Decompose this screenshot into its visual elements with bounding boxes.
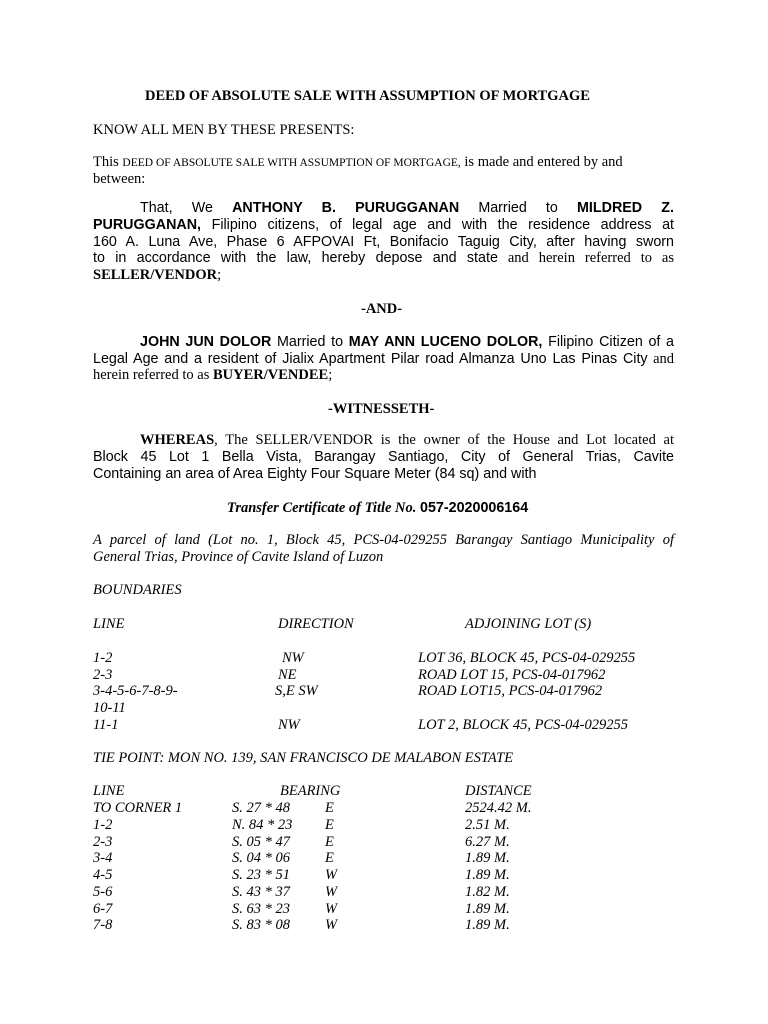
bearing-value: S. 05 * 47 bbox=[232, 833, 290, 850]
seller-line-4a: to in accordance with the law, hereby depose and state bbox=[93, 250, 498, 266]
parcel-line-2: General Trias, Province of Cavite Island of Luzon bbox=[93, 549, 384, 565]
bearings-header-distance: DISTANCE bbox=[465, 783, 532, 799]
boundary-line: 3-4-5-6-7-8-9- bbox=[93, 683, 178, 699]
witnesseth-heading: -WITNESSETH- bbox=[328, 401, 435, 417]
seller-line-3: 160 A. Luna Ave, Phase 6 AFPOVAI Ft, Bonifacio Taguig City, after having sworn bbox=[93, 234, 674, 250]
buyer-line-2 bbox=[93, 351, 674, 368]
boundary-direction: NW bbox=[282, 650, 304, 666]
bearings-header-bearing: BEARING bbox=[280, 783, 341, 799]
bearing-direction: W bbox=[325, 917, 338, 934]
intro-prefix: This bbox=[93, 154, 119, 170]
buyer-married-to: Married to bbox=[277, 334, 344, 350]
intro-suffix: is made and entered by and bbox=[464, 154, 623, 170]
bearing-value: N. 84 * 23 bbox=[232, 816, 293, 833]
seller-line-1 bbox=[140, 200, 674, 217]
bearing-line: TO CORNER 1 bbox=[93, 800, 183, 816]
tct-label: Transfer Certificate of Title No. bbox=[227, 500, 417, 516]
intro-line-2: between: bbox=[93, 171, 146, 187]
bearing-line: 2-3 bbox=[93, 833, 113, 850]
seller-name-2-first: MILDRED Z. bbox=[577, 200, 674, 216]
intro-deed-name: DEED OF ABSOLUTE SALE WITH ASSUMPTION OF MORTGAGE, bbox=[122, 157, 461, 169]
boundary-line: 1-2 bbox=[93, 650, 113, 666]
whereas-line-1 bbox=[140, 432, 674, 449]
bearing-value: S. 83 * 08 bbox=[232, 917, 290, 934]
boundary-adjoining-lot: LOT 36, BLOCK 45, PCS-04-029255 bbox=[418, 650, 636, 666]
know-all-men: KNOW ALL MEN BY THESE PRESENTS: bbox=[93, 122, 355, 138]
seller-semicolon: ; bbox=[217, 267, 222, 283]
boundary-adjoining-lot: ROAD LOT 15, PCS-04-017962 bbox=[418, 667, 606, 683]
boundary-line: 2-3 bbox=[93, 667, 113, 683]
boundaries-header-adjoining: ADJOINING LOT (S) bbox=[465, 616, 592, 632]
tct-number: 057-2020006164 bbox=[420, 500, 529, 516]
seller-line-5 bbox=[93, 267, 221, 284]
buyer-line-3a: herein referred to as bbox=[93, 367, 210, 383]
boundary-line: 10-11 bbox=[93, 700, 126, 716]
bearing-value: S. 23 * 51 bbox=[232, 867, 290, 883]
bearing-distance: 1.89 M. bbox=[465, 867, 510, 883]
boundary-direction: NW bbox=[278, 717, 300, 733]
whereas-word: WHEREAS bbox=[140, 432, 215, 448]
bearing-value: S. 43 * 37 bbox=[232, 883, 290, 900]
buyer-semicolon: ; bbox=[328, 367, 333, 383]
boundary-direction: NE bbox=[278, 667, 297, 683]
bearing-distance: 1.89 M. bbox=[465, 900, 510, 917]
bearing-line: 4-5 bbox=[93, 867, 113, 883]
bearing-distance: 2.51 M. bbox=[465, 816, 510, 833]
buyer-line-2a: Legal Age and a resident of Jialix Apartment Pilar road Almanza Uno Las Pinas City bbox=[93, 351, 648, 367]
intro-line-1 bbox=[93, 154, 623, 172]
bearing-line: 5-6 bbox=[93, 883, 113, 900]
buyer-line-1 bbox=[140, 334, 674, 351]
seller-name-2-last: PURUGGANAN, bbox=[93, 217, 202, 233]
bearing-direction: E bbox=[325, 816, 334, 833]
bearings-header-line: LINE bbox=[93, 783, 125, 799]
boundary-line: 11-1 bbox=[93, 717, 119, 733]
bearing-distance: 1.82 M. bbox=[465, 883, 510, 900]
bearing-direction: E bbox=[325, 850, 334, 867]
seller-line-4 bbox=[93, 250, 674, 267]
boundary-direction: S,E SW bbox=[275, 683, 318, 699]
bearing-direction: E bbox=[325, 833, 334, 850]
seller-line-2-rest: Filipino citizens, of legal age and with the residence address at bbox=[211, 217, 674, 233]
boundaries-header-direction: DIRECTION bbox=[278, 616, 354, 632]
seller-line-2 bbox=[93, 217, 674, 234]
and-separator: -AND- bbox=[361, 301, 403, 317]
document-title: DEED OF ABSOLUTE SALE WITH ASSUMPTION OF MORTGAGE bbox=[145, 88, 590, 104]
boundaries-header-line: LINE bbox=[93, 616, 125, 632]
seller-role: SELLER/VENDOR bbox=[93, 267, 218, 283]
seller-married-to: Married to bbox=[478, 200, 558, 216]
buyer-line-2b: and bbox=[653, 351, 675, 367]
bearing-distance: 2524.42 M. bbox=[465, 800, 532, 816]
bearing-distance: 6.27 M. bbox=[465, 833, 510, 850]
buyer-line-1-rest: Filipino Citizen of a bbox=[548, 334, 674, 350]
bearing-direction: W bbox=[325, 900, 338, 917]
bearing-direction: W bbox=[325, 867, 338, 883]
bearing-distance: 1.89 M. bbox=[465, 850, 510, 867]
buyer-name-1: JOHN JUN DOLOR bbox=[140, 334, 272, 350]
bearing-direction: W bbox=[325, 883, 338, 900]
seller-that-we: That, We bbox=[140, 200, 213, 216]
buyer-role: BUYER/VENDEE bbox=[212, 367, 329, 383]
bearing-line: 6-7 bbox=[93, 900, 113, 917]
bearing-distance: 1.89 M. bbox=[465, 917, 510, 934]
bearing-line: 1-2 bbox=[93, 816, 113, 833]
whereas-line-3: Containing an area of Area Eighty Four Square Meter (84 sq) and with bbox=[93, 466, 537, 482]
seller-line-4b: and herein referred to as bbox=[507, 250, 674, 266]
bearing-value: S. 63 * 23 bbox=[232, 900, 290, 917]
whereas-line-1-rest: , The SELLER/VENDOR is the owner of the House and Lot located at bbox=[214, 432, 674, 448]
bearing-value: S. 27 * 48 bbox=[232, 800, 290, 816]
tct-line bbox=[227, 500, 528, 517]
boundary-adjoining-lot: ROAD LOT15, PCS-04-017962 bbox=[418, 683, 603, 699]
buyer-name-2: MAY ANN LUCENO DOLOR, bbox=[348, 334, 543, 350]
bearing-line: 7-8 bbox=[93, 917, 113, 934]
boundaries-heading: BOUNDARIES bbox=[93, 582, 182, 598]
bearing-line: 3-4 bbox=[93, 850, 113, 867]
bearing-direction: E bbox=[325, 800, 334, 816]
boundary-adjoining-lot: LOT 2, BLOCK 45, PCS-04-029255 bbox=[418, 717, 629, 733]
tie-point: TIE POINT: MON NO. 139, SAN FRANCISCO DE MALABON ESTATE bbox=[93, 750, 514, 766]
seller-name-1: ANTHONY B. PURUGGANAN bbox=[232, 200, 460, 216]
buyer-line-3 bbox=[93, 367, 332, 384]
bearing-value: S. 04 * 06 bbox=[232, 850, 290, 867]
whereas-line-2: Block 45 Lot 1 Bella Vista, Barangay Santiago, City of General Trias, Cavite bbox=[93, 449, 674, 465]
parcel-line-1: A parcel of land (Lot no. 1, Block 45, PCS-04-029255 Barangay Santiago Municipality of bbox=[93, 532, 674, 548]
